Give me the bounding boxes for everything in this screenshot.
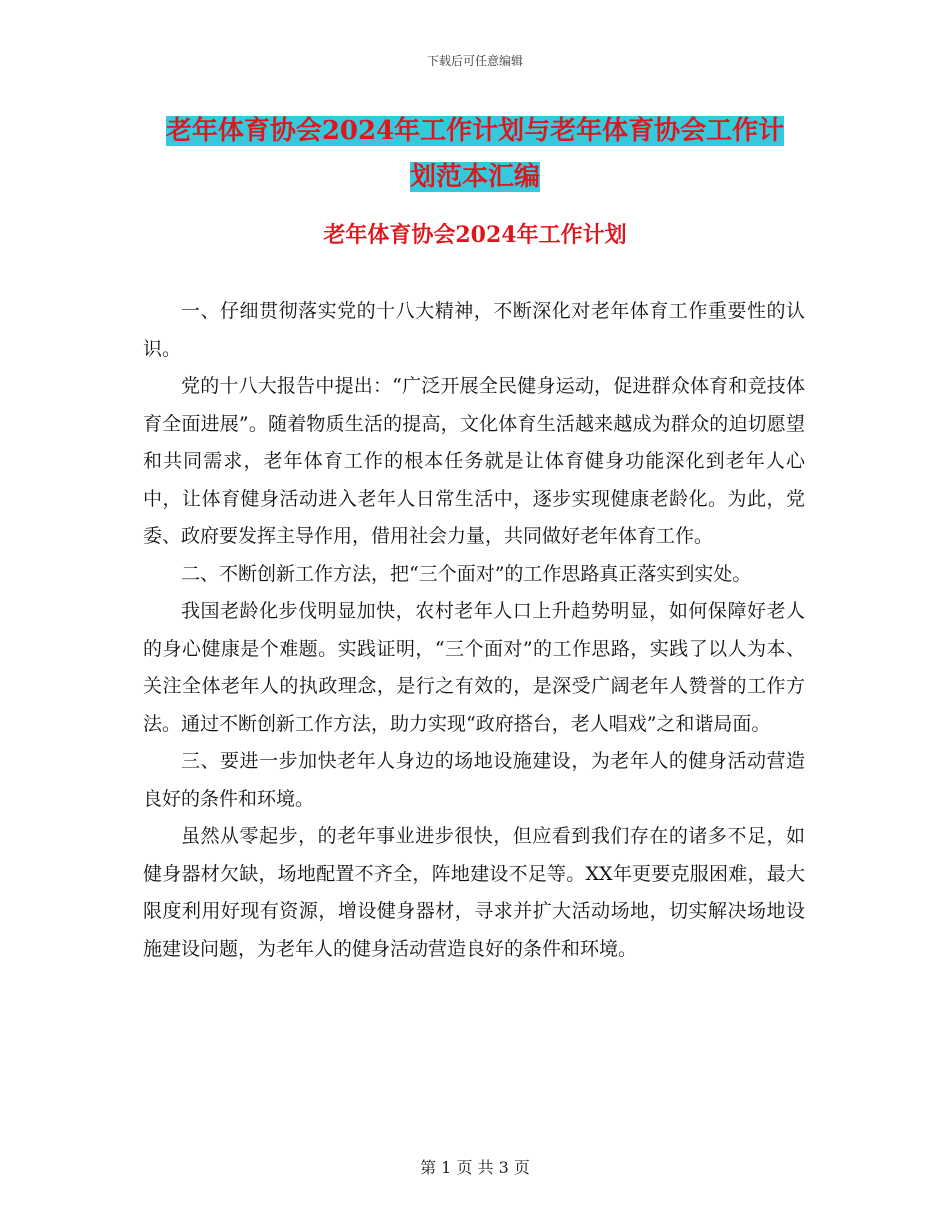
paragraph: 虽然从零起步，的老年事业进步很快，但应看到我们存在的诸多不足，如健身器材欠缺，场地配置不齐全，阵地建设不足等。XX年更要克服困难，最大限度利用好现有资源，增设健身器材，寻求并扩大活动场地，切实解决场地设施建设问题，为老年人的健身活动营造良好的条件和环境。 [143,825,805,960]
document-title [120,108,830,200]
paragraph: 三、要进一步加快老年人身边的场地设施建设，为老年人的健身活动营造良好的条件和环境。 [143,750,805,810]
paragraph: 我国老龄化步伐明显加快，农村老年人口上升趋势明显，如何保障好老人的身心健康是个难题。实践证明，“三个面对”的工作思路，实践了以人为本、关注全体老年人的执政理念，是行之有效的，是深受广阔老年人赞誉的工作方法。通过不断创新工作方法，助力实现“政府搭台，老人唱戏”之和谐局面。 [143,600,805,735]
document-body [143,293,805,968]
title-line-2: 划范本汇编 [409,162,540,192]
page-footer: 第 1 页 共 3 页 [420,1158,530,1177]
paragraph: 二、不断创新工作方法，把“三个面对”的工作思路真正落实到实处。 [181,562,752,585]
paragraph: 一、仔细贯彻落实党的十八大精神，不断深化对老年体育工作重要性的认识。 [143,300,805,360]
header-note: 下载后可任意编辑 [426,54,523,68]
title-line-1: 老年体育协会2024年工作计划与老年体育协会工作计 [165,116,785,146]
section-title: 老年体育协会2024年工作计划 [323,222,627,248]
paragraph: 党的十八大报告中提出：“广泛开展全民健身运动，促进群众体育和竞技体育全面进展”。随着物质生活的提高，文化体育生活越来越成为群众的迫切愿望和共同需求，老年体育工作的根本任务就是让体育健身功能深化到老年人心中，让体育健身活动进入老年人日常生活中，逐步实现健康老龄化。为此，党委、政府要发挥主导作用，借用社会力量，共同做好老年体育工作。 [143,375,805,547]
